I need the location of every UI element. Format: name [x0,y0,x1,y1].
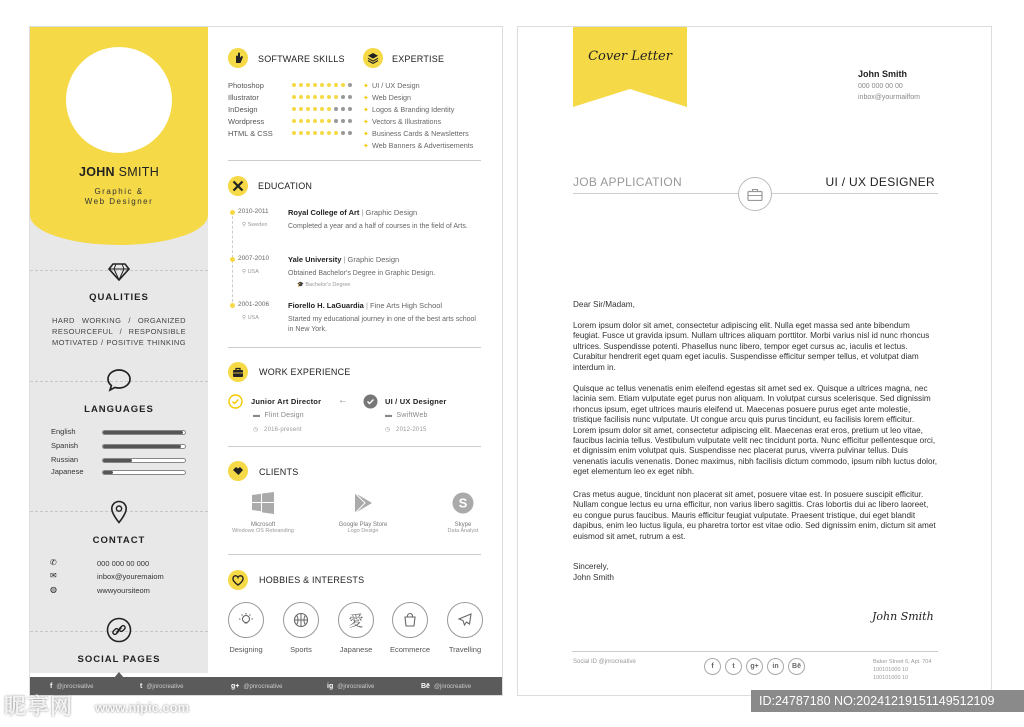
hobby-label: Sports [290,645,312,654]
social-handle: @jnrocreative [337,684,375,690]
sender-name: John Smith [858,69,907,79]
skill-dot [320,119,324,123]
expertise-item [363,81,420,90]
skill-dot [299,83,303,87]
skill-dot [341,83,345,87]
school-separator: | [363,301,370,310]
signature: John Smith [872,610,934,623]
skill-dot [320,95,324,99]
star-icon: ✦ [363,117,370,126]
skill-dot [299,119,303,123]
social-circle-icon: Bē [788,658,805,675]
work-2-company-text: SwiftWeb [396,412,428,419]
language-row [51,441,187,453]
google-play-icon [351,491,375,515]
language-level-bar [102,430,186,435]
skill-dot [334,131,338,135]
quality-word: POSITIVE [106,338,145,347]
building-icon: ▬ [385,412,393,419]
footer-address-3: 100101000 10 [873,675,909,681]
skill-dot [292,107,296,111]
email-text: inbox@youremaiom [97,572,164,581]
school-separator: | [341,255,348,264]
skill-dot [327,95,331,99]
clock-icon: ◷ [253,427,259,433]
skill-name: InDesign [228,105,258,114]
language-row [51,455,187,467]
star-icon: ✦ [363,129,370,138]
pencil-ruler-icon [228,176,248,196]
letter-paragraph-1: Lorem ipsum dolor sit amet, consectetur adipiscing elit. Nulla eget massa sed ante bibendum feugiat. Fusce ut gravida ipsum. Nullam ultrices aliquam porttitor. Morbi varius nisl id nunc rhoncus ultrices. Suspendisse potenti. Phasellus nunc libero, tempor eget cursus ac, iaculis et lectus. Curabitur hendrerit eget quam eget iaculis. Suspendisse efficitur semper tellus, et volutpat diam interdum in. [573,321,930,372]
language-level-fill [103,471,113,474]
skill-dot [313,119,317,123]
expertise-text: Web Design [372,93,412,102]
skill-dot [292,119,296,123]
education-location [242,222,267,228]
expertise-item [363,93,411,102]
work-1-dates [253,426,302,433]
globe-icon: ◍ [50,585,57,594]
education-years: 2007-2010 [238,255,270,262]
name-last: SMITH [118,165,160,179]
timeline-dot [230,210,235,215]
footer-social-item [231,683,282,690]
skill-dot [306,119,310,123]
job-role: UI / UX DESIGNER [825,175,935,189]
client-project: Data Analyst [447,528,479,534]
work-1-title: Junior Art Director [251,397,322,406]
quality-word: THINKING [146,338,186,347]
work-2-dates [385,426,427,433]
skill-dot [348,83,352,87]
client-item [413,522,503,534]
heart-icon [228,570,248,590]
education-years: 2010-2011 [238,208,269,215]
watermark-site: www.nipic.com [95,700,190,715]
hobby-label: Travelling [448,645,482,654]
check-circle-icon [228,394,243,409]
skype-icon [451,491,475,515]
software-skills-title: SOFTWARE SKILLS [258,54,345,64]
qualities-row-3 [52,337,186,348]
expertise-item [363,129,469,138]
diamond-icon [104,259,134,285]
phone-text: 000 000 00 000 [97,559,150,568]
svg-text:S: S [458,495,468,511]
language-name: English [51,427,76,436]
closing-name: John Smith [573,573,614,582]
skill-dot [334,83,338,87]
role-line-2: Web Designer [84,197,154,206]
skill-dot [348,95,352,99]
web-text: wwwyoursiteom [97,586,150,595]
hobbies-title: HOBBIES & INTERESTS [259,575,365,585]
education-description: Completed a year and a half of courses in the field of Arts. [288,223,468,230]
skill-dot [348,107,352,111]
expertise-text: Web Banners & Advertisements [372,141,474,150]
qualities-title: QUALITIES [89,292,149,303]
school-name: Yale University [288,255,342,264]
social-footer [30,677,503,696]
check-circle-filled-icon [363,394,378,409]
shopping-bag-icon [392,602,428,638]
divider [228,160,481,161]
resume-sidebar [30,27,208,673]
location-pin-icon: ⚲ [242,315,248,321]
skill-name: Illustrator [228,93,259,102]
education-title: EDUCATION [258,181,313,191]
hobby-label: Ecommerce [389,645,430,654]
expertise-text: Business Cards & Newsletters [372,129,469,138]
quality-word: HARD [52,316,75,325]
speech-bubble-icon [104,367,134,393]
qualities-list [52,315,186,348]
client-project: Logo Design [347,528,379,534]
divider [228,347,481,348]
handshake-icon [228,461,248,481]
expertise-text: Vectors & Illustrations [372,117,442,126]
quality-separator: / [128,316,131,325]
client-project: Windows OS Rebranding [232,528,294,534]
skill-dot [299,131,303,135]
cover-letter-page [517,26,992,696]
skill-dot [313,83,317,87]
client-name: Skype [454,522,472,528]
education-description: Started my educational journey in one of the best arts school in New York. [288,316,476,333]
watermark-logo: 昵享网 [4,694,74,719]
skill-dot [306,107,310,111]
person-name [30,165,208,179]
skill-dot [299,95,303,99]
language-level-bar [102,470,186,475]
social-circle-icon: f [704,658,721,675]
letter-footer-divider [572,651,938,652]
profile-photo-placeholder [66,47,172,153]
resume-page [29,26,503,696]
person-role [30,187,208,207]
expertise-item [363,105,454,114]
education-school [288,255,399,264]
quality-separator: / [119,327,123,336]
skill-dot [341,95,345,99]
skill-dot [334,119,338,123]
language-level-fill [103,431,183,434]
footer-social-item [421,683,471,690]
sidebar-header [30,27,208,245]
client-name: Google Play Store [338,522,388,528]
social-network-icon: g+ [231,683,240,690]
education-years: 2001-2006 [238,301,270,308]
language-row [51,467,187,479]
skill-dot [306,95,310,99]
social-handle: @jnrocreative [146,684,184,690]
skill-dot [334,107,338,111]
language-name: Japanese [51,467,84,476]
quality-word: MOTIVATED [52,338,99,347]
footer-address-2: 100101000 10 [873,667,909,673]
social-circle-icon: in [767,658,784,675]
cover-letter-title: Cover Letter [588,49,672,64]
clock-icon: ◷ [385,427,391,433]
language-name: Russian [51,455,79,464]
basketball-icon [283,602,319,638]
skill-dot [292,131,296,135]
education-location-text: USA [247,315,259,321]
location-pin-icon: ⚲ [242,269,248,275]
star-icon: ✦ [363,105,370,114]
work-experience-title: WORK EXPERIENCE [259,367,351,377]
expertise-text: Logos & Branding Identity [372,105,455,114]
star-icon: ✦ [363,141,370,150]
divider [228,554,481,555]
japanese-character-icon: 愛 [338,602,374,638]
quality-word: RESPONSIBLE [128,327,186,336]
school-field: Graphic Design [365,208,418,217]
skill-dot [341,119,345,123]
social-handle: @jnrocreative [433,684,472,690]
phone-icon: ✆ [50,558,57,567]
school-name: Royal College of Art [288,208,360,217]
salutation: Dear Sir/Madam, [573,300,635,309]
work-2-company [385,412,428,419]
star-icon: ✦ [363,81,370,90]
education-location [242,269,259,275]
language-level-fill [103,459,132,462]
skill-dot [306,131,310,135]
arrow-left-icon: ← [338,395,349,406]
hobby-label: Japanese [339,645,373,654]
briefcase-icon [228,362,248,382]
skill-dot [341,131,345,135]
job-application-label: JOB APPLICATION [573,175,682,189]
skill-dot [327,131,331,135]
school-field: Fine Arts High School [369,301,443,310]
education-degree-text: Bachelor's Degree [305,282,351,288]
job-line-right [772,193,938,194]
work-1-company-text: Flint Design [264,412,304,419]
social-network-icon: t [140,683,143,690]
client-item [313,522,413,534]
social-network-icon: ig [327,683,334,690]
role-line-1: Graphic & [94,187,144,196]
work-1-company [253,412,304,419]
quality-separator: / [101,338,104,347]
language-level-bar [102,444,186,449]
footer-social-id: Social ID @jnrocreative [573,659,636,665]
language-level-bar [102,458,186,463]
client-item [213,522,313,534]
timeline-dot [230,303,235,308]
location-pin-icon [104,499,134,525]
airplane-icon [447,602,483,638]
education-degree [297,282,350,288]
link-icon [104,617,134,643]
briefcase-circle-icon [738,177,772,211]
footer-social-item [140,683,183,690]
skill-dot [348,131,352,135]
education-description: Obtained Bachelor's Degree in Graphic Design. [288,270,436,277]
education-location-text: Sweden [247,222,268,228]
lightbulb-icon [228,602,264,638]
expertise-item [363,117,441,126]
quality-word: ORGANIZED [137,316,186,325]
qualities-row-1 [52,315,186,326]
expertise-item [363,141,473,150]
languages-title: LANGUAGES [84,404,154,415]
work-2-title: UI / UX Designer [385,397,447,406]
skill-dot [292,83,296,87]
language-level-fill [103,445,181,448]
layers-icon [363,48,383,68]
qualities-row-2 [52,326,186,337]
social-circle-icon: t [725,658,742,675]
skill-dot [313,95,317,99]
pointer-triangle [114,672,124,678]
school-name: Fiorello H. LaGuardia [288,301,364,310]
footer-address-1: Baker Street 6, Apt. 704 [873,659,932,665]
social-pages-title: SOCIAL PAGES [77,654,161,665]
hand-icon [228,48,248,68]
sender-email: inbox@yourmailfom [858,94,920,101]
skill-dot [341,107,345,111]
envelope-icon: ✉ [50,571,57,580]
education-school [288,208,417,217]
skill-dot [313,131,317,135]
skill-dot [320,131,324,135]
letter-paragraph-3: Cras metus augue, tincidunt non placerat sit amet, posuere vitae est. In posuere suscipit efficitur. Nullam congue lectus eu urna efficitur, non varius libero sagittis. Cras lobortis dui ac libero laoreet, eu congue purus faucibus. Mauris efficitur feugiat vulputate. Praesent tristique, dui eget blandit dapibus, enim leo luctus ligula, eu pharetra tortor est vitae odio. Sed dignissim enim, dictum sit amet euismod sit amet, rutrum a est. [573,490,936,541]
footer-social-item [327,683,374,690]
skill-dot [292,95,296,99]
school-separator: | [359,208,366,217]
skill-name: Wordpress [228,117,265,126]
windows-logo-icon [251,491,275,515]
work-1-dates-text: 2016-present [264,427,302,433]
skill-dot [327,119,331,123]
watermark-id: ID:24787180 NO:20241219151149512109 [751,690,1024,712]
expertise-title: EXPERTISE [392,54,445,64]
work-2-dates-text: 2012-2015 [396,427,427,433]
skill-dot [306,83,310,87]
expertise-text: UI / UX Design [372,81,420,90]
skill-dot [320,107,324,111]
job-line-left [573,193,738,194]
skill-dot [313,107,317,111]
education-location [242,315,259,321]
location-pin-icon: ⚲ [242,222,248,228]
social-handle: @pnrocreative [243,684,283,690]
skill-name: HTML & CSS [228,129,273,138]
quality-word: WORKING [81,316,122,325]
language-name: Spanish [51,441,79,450]
social-handle: @jnrocreative [56,684,94,690]
skill-dot [327,107,331,111]
graduation-cap-icon: 🎓 [297,282,306,288]
footer-social-item [50,683,93,690]
social-network-icon: Bē [421,683,430,690]
skill-dot [334,95,338,99]
language-row [51,427,187,439]
timeline-dot [230,257,235,262]
name-first: JOHN [78,165,115,179]
skill-dot [299,107,303,111]
sender-phone: 000 000 00 00 [858,83,903,90]
client-name: Microsoft [250,522,276,528]
contact-title: CONTACT [92,535,146,546]
social-network-icon: f [50,683,53,690]
closing: Sincerely, [573,562,609,571]
social-circle-icon: g+ [746,658,763,675]
education-location-text: USA [247,269,259,275]
building-icon: ▬ [253,412,261,419]
star-icon: ✦ [363,93,370,102]
letter-paragraph-2: Quisque ac tellus venenatis enim eleifend egestas sit amet sed ex. Quisque a ultrices magna, nec lacinia sem. Etiam vulputate eget purus non aliquam. In volutpat cursus scelerisque. Sed dignissim rhoncus ipsum, eget ultrices mauris eleifend ut. Maecenas posuere purus eget ante molestie, tristique facilisis nunc vulputate. Ut congue arcu quis purus tincidunt, eu facilisis lorem efficitur. Lorem ipsum dolor sit amet, consectetur adipiscing elit. Maecenas erat eros, pretium ut leo vitae, faucibus lacinia tellus. Vestibulum vulputate velit nec tincidunt porta. Nunc efficitur pellentesque orci, et dignissim enim volutpat quis. Suspendisse nec placerat purus, viverra pulvinar tellus. Duis venenatis iaculis venenatis. Donec maximus, nibh facilisis dictum commodo, ipsum nibh luctus dolor, eget elementum leo ex eget nibh. [573,384,938,477]
education-school [288,301,442,310]
divider [228,446,481,447]
quality-word: RESOURCEFUL [52,327,114,336]
skill-dot [327,83,331,87]
hobby-label: Designing [229,645,263,654]
skill-dot [348,119,352,123]
clients-title: CLIENTS [259,467,299,477]
cover-letter-ribbon [573,27,687,107]
school-field: Graphic Design [347,255,400,264]
skill-name: Photoshop [228,81,264,90]
skill-dot [320,83,324,87]
